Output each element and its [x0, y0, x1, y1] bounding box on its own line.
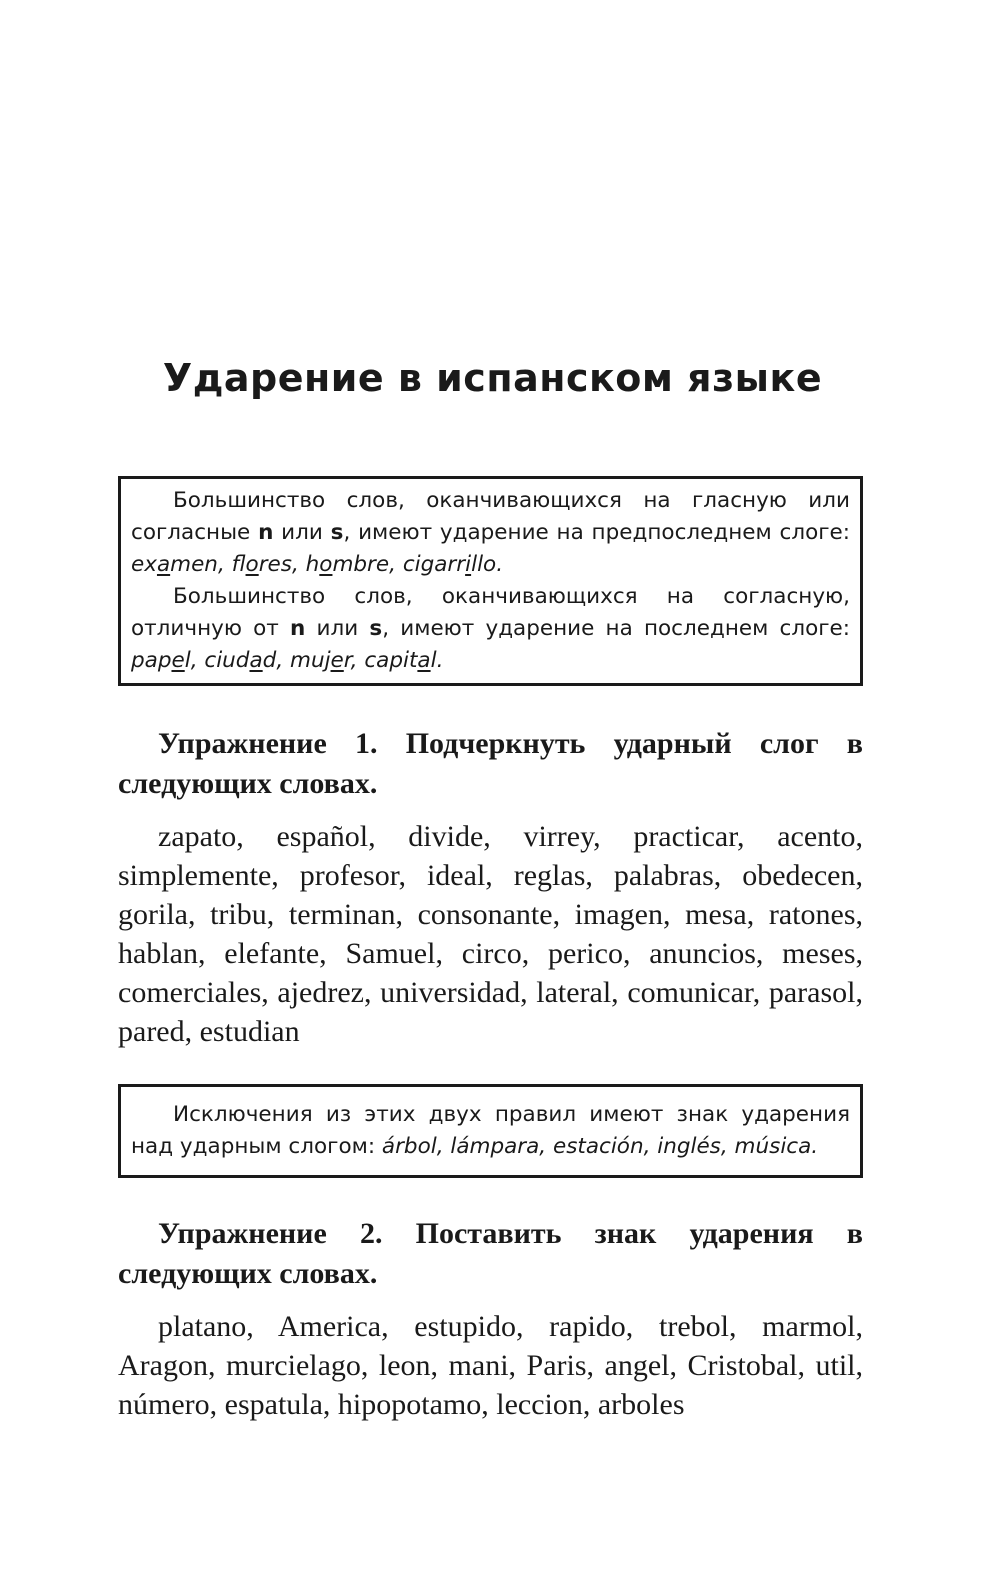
exercise-1-heading: Упражнение 1. Подчеркнуть ударный слог в следующих словах.	[118, 727, 863, 800]
rule-box-exceptions	[118, 1084, 863, 1178]
letter-s: s	[369, 616, 383, 641]
rule-text: , имеют ударение на предпоследнем слоге:	[343, 520, 850, 545]
example-word: papel,	[131, 648, 198, 673]
rule-box-stress-rules	[118, 476, 863, 686]
stressed-syllable: o	[245, 552, 259, 577]
exercise-1-words: zapato, español, divide, virrey, practicar, acento, simplemente, profesor, ideal, reglas, palabras, obedecen, gorila, tribu, terminan, consonante, imagen, mesa, ratones, hablan, elefante, Samuel, circo, perico, anuncios, meses, comerciales, ajedrez, universidad, lateral, comunicar, parasol, pared, estudian	[118, 820, 863, 1048]
stressed-syllable: i	[465, 552, 472, 577]
exercise-2-words: platano, America, estupido, rapido, trebol, marmol, Aragon, murcielago, leon, mani, Paris, angel, Cristobal, util, número, espatula, hipopotamo, leccion, arboles	[118, 1310, 863, 1421]
exception-text: Исключения из этих двух правил имеют знак ударения над ударным слогом:	[131, 1102, 850, 1159]
example-word: examen,	[131, 552, 225, 577]
stressed-syllable: e	[330, 648, 344, 673]
stressed-syllable: a	[249, 648, 263, 673]
stressed-syllable: o	[319, 552, 333, 577]
letter-n: n	[258, 520, 274, 545]
example-word: flores,	[231, 552, 299, 577]
rule-text: , имеют ударение на последнем слоге:	[382, 616, 850, 641]
example-word: hombre,	[305, 552, 396, 577]
example-word: ciudad,	[204, 648, 284, 673]
stressed-syllable: e	[171, 648, 185, 673]
letter-n: n	[290, 616, 306, 641]
exception-examples: árbol, lámpara, estación, inglés, música.	[381, 1134, 819, 1159]
rule-paragraph-2	[131, 581, 850, 677]
rule-text: Большинство слов, оканчивающихся на согласную, отличную от	[131, 584, 850, 641]
rule-paragraph-1	[131, 485, 850, 581]
example-word: cigarrillo.	[402, 552, 504, 577]
example-word: capital.	[364, 648, 444, 673]
stressed-syllable: a	[156, 552, 171, 577]
example-word: mujer,	[290, 648, 358, 673]
rule-text: Большинство слов, оканчивающихся на гласную или согласные	[131, 488, 850, 545]
exercise-2-heading: Упражнение 2. Поставить знак ударения в следующих словах.	[118, 1217, 863, 1290]
rule-text: или	[281, 520, 323, 545]
exception-paragraph	[131, 1099, 850, 1163]
stressed-syllable: a	[417, 648, 431, 673]
letter-s: s	[330, 520, 344, 545]
page-title: Ударение в испанском языке	[162, 356, 823, 400]
rule-text: или	[316, 616, 359, 641]
